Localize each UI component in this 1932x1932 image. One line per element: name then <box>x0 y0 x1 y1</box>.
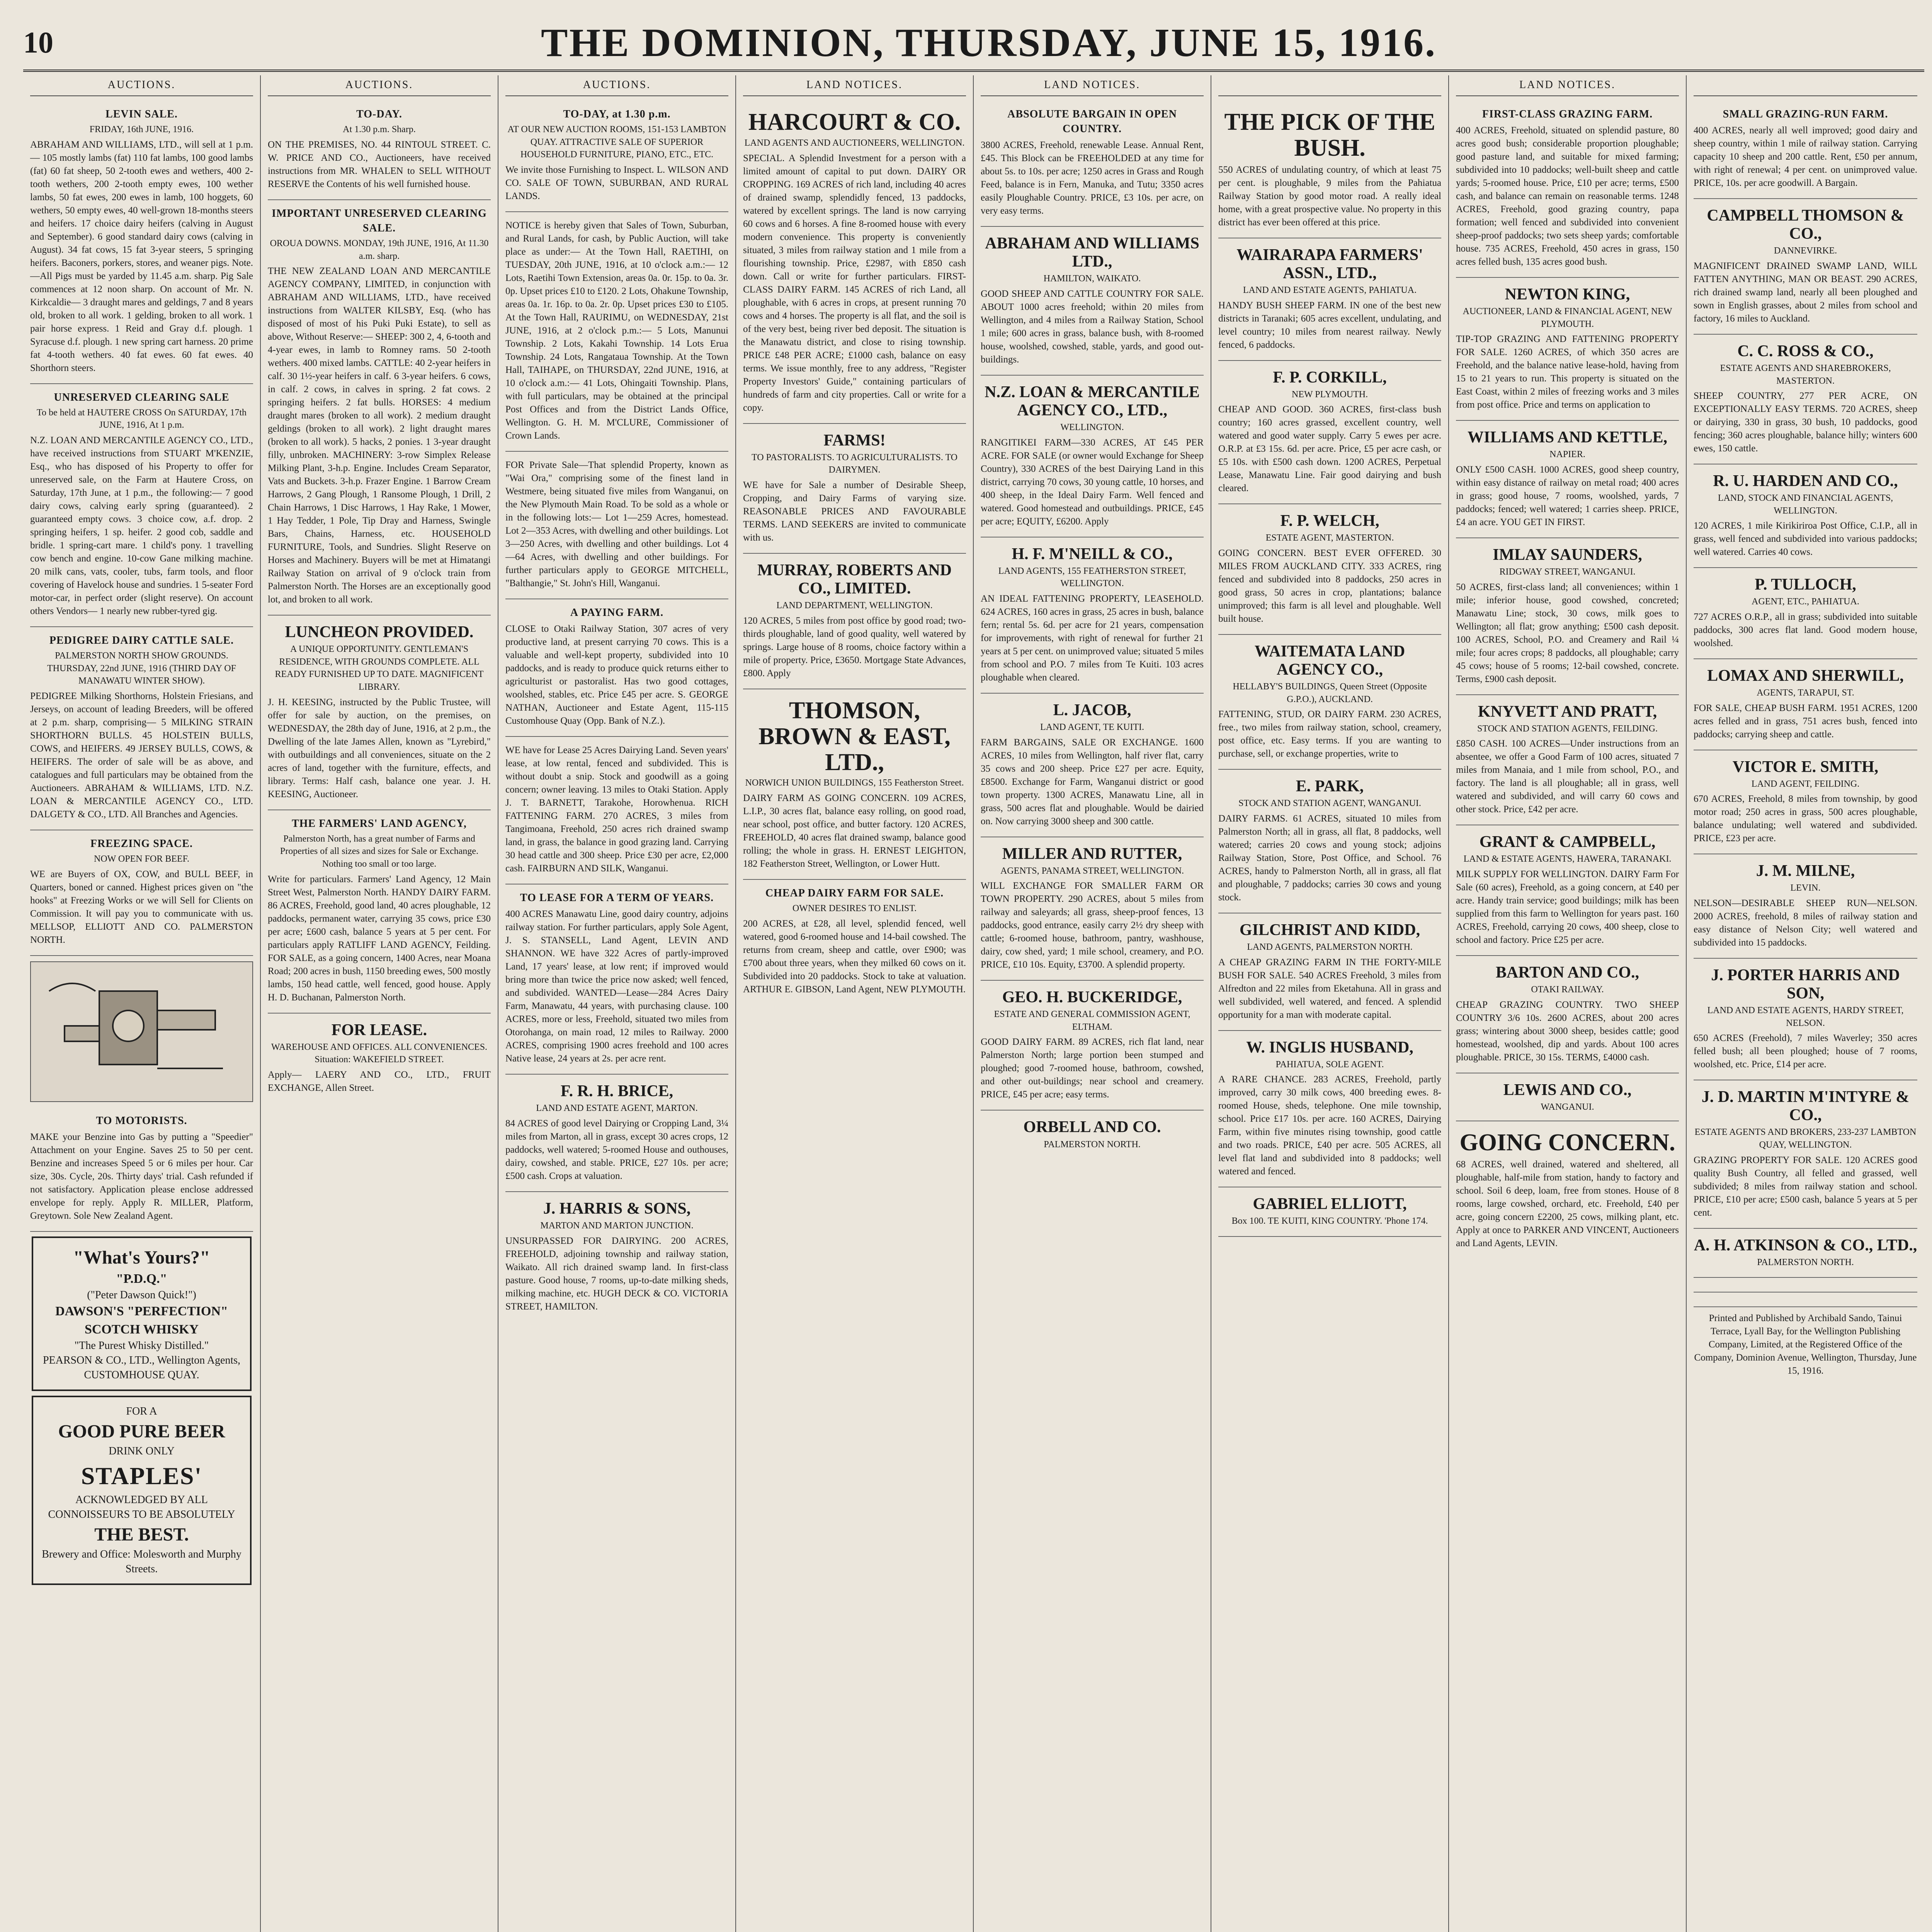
ad-subheading: HAMILTON, WAIKATO. <box>1043 274 1141 284</box>
ad-body: PEDIGREE Milking Shorthorns, Holstein Friesians, and Jerseys, on account of leading Breeders, will be offered at 2 p.m. sharp, comprising— 5 MILKING STRAIN SHORTHORN BULLS. 45 HOLSTEIN BULLS, COWS, and HEIFERS. 49 JERSEY BULLS, COWS, & HEIFERS. The order of sale will be as above, and catalogues and full particulars may be obtained from the Auctioneers. ABRAHAM & WILLIAMS, LTD. N.Z. LOAN & MERCANTILE AGENCY CO., LTD. DALGETY & CO., LTD. All Branches and Agencies. <box>30 691 253 820</box>
ad <box>981 694 1204 837</box>
ad-body: WE have for Sale a number of Desirable Sheep, Cropping, and Dairy Farms of varying size. REASONABLE PRICES AND FAVOURABLE TERMS. LAND SEEKERS are invited to communicate with us. <box>743 480 966 543</box>
ad <box>1456 278 1679 421</box>
ad <box>505 452 728 599</box>
beer-advertisement <box>32 1396 252 1585</box>
whisky-tagline: ("Peter Dawson Quick!") <box>87 1289 196 1301</box>
ad-heading: A PAYING FARM. <box>570 607 664 619</box>
ad <box>981 837 1204 981</box>
beer-address: Brewery and Office: Molesworth and Murphy Streets. <box>42 1548 242 1575</box>
ad <box>1218 504 1441 635</box>
whisky-brand: DAWSON'S "PERFECTION" SCOTCH WHISKY <box>55 1304 228 1337</box>
ad-heading: LEVIN SALE. <box>105 108 178 121</box>
ad <box>30 101 253 384</box>
beer-line-6: THE BEST. <box>94 1524 189 1545</box>
ad-body: J. H. KEESING, instructed by the Public Trustee, will offer for sale by auction, on the premises, on WEDNESDAY, the 28th day of June, 1916, at 2 p.m., the Dwelling of the late James Allen, known as "Lyrebird," with outbuildings and all conveniences, situate on the 2 acres of land, together with the furniture, effects, and library. Terms: Half cash, balance one year. J. H. KEESING, Auctioneer. <box>268 697 491 799</box>
ad-subheading: FRIDAY, 16th JUNE, 1916. <box>89 124 194 135</box>
ad-body: 650 ACRES (Freehold), 7 miles Waverley; 350 acres felled bush; all been ploughed; house of 7 rooms, woolshed, etc. Price, £14 per acre. <box>1694 1033 1917 1070</box>
ad-body: FATTENING, STUD, OR DAIRY FARM. 230 ACRES, free., two miles from railway station, school, creamery, post office, etc. Easy terms. If you are wanting to purchase, sell, or exchange properties, write to <box>1218 709 1441 759</box>
ad-subheading: PALMERSTON NORTH SHOW GROUNDS. THURSDAY, 22nd JUNE, 1916 (THIRD DAY OF MANAWATU WINTER SHOW). <box>47 651 236 686</box>
ad <box>268 1014 491 1103</box>
ad-body: 670 ACRES, Freehold, 8 miles from township, by good motor road; 250 acres in grass, 500 acres ploughable, balance undulating; well watered and subdivided. PRICE, £23 per acre. <box>1694 794 1917 844</box>
ad-subheading: LAND AND ESTATE AGENTS, PAHIATUA. <box>1243 285 1417 296</box>
ad-subheading: RIDGWAY STREET, WANGANUI. <box>1499 567 1636 577</box>
ad-body: MILK SUPPLY FOR WELLINGTON. DAIRY Farm For Sale (60 acres), Freehold, as a going concern, at £40 per acre. Handy train service; good buildings; milk has been supplied from this farm to Wellington for years past. 160 ACRES, Freehold, carrying 20 cows, 400 sheep, close to school and factory. Price £25 per acre. <box>1456 869 1679 946</box>
ad-subheading: HELLABY'S BUILDINGS, Queen Street (Opposite G.P.O.), AUCKLAND. <box>1233 682 1427 704</box>
ad <box>1694 101 1917 199</box>
ad-subheading: LAND AGENTS AND AUCTIONEERS, WELLINGTON. <box>744 138 965 148</box>
ad-subheading: At 1.30 p.m. Sharp. <box>343 124 416 135</box>
page-number: 10 <box>23 26 53 59</box>
ad-heading: TO MOTORISTS. <box>96 1114 187 1127</box>
ad-heading: GEO. H. BUCKERIDGE, <box>1002 988 1182 1007</box>
ad-heading: J. D. MARTIN M'INTYRE & CO., <box>1701 1088 1910 1124</box>
ad-body: ON THE PREMISES, NO. 44 RINTOUL STREET. C. W. PRICE AND CO., Auctioneers, have received instructions from MR. WHALEN to SELL WITHOUT RESERVE the Contents of his well furnished house. <box>268 139 491 189</box>
ad-heading: ORBELL AND CO. <box>1023 1118 1161 1136</box>
ad-subheading: AGENTS, TARAPUI, ST. <box>1757 688 1854 698</box>
ad-body: FARM BARGAINS, SALE OR EXCHANGE. 1600 ACRES, 10 miles from Wellington, half river flat, carry 35 cows and 200 sheep. Price £27 per acre. Equity, £8500. Exchange for Farm, Wanganui district or good town property. 1300 ACRES, Manawatu Line, all in grass, 500 acres flat and ploughable. Would be dairied on. Now carrying 3000 sheep and 300 cattle. <box>981 737 1204 827</box>
ad-heading: LEWIS AND CO., <box>1503 1081 1632 1099</box>
ad <box>1694 659 1917 750</box>
ad-body: 50 ACRES, first-class land; all conveniences; within 1 mile; inferior house, good cowshed, concreted; Manawatu Line; stock, 30 cows, milk goes to Wellington; all flat; grow anything; £500 cash deposit. 100 ACRES, School, P.O. and Creamery and Rail ¼ mile; four acres crops; 8 paddocks, all ploughable; carry 45 cows; house of 5 rooms; 12-bail cowshed, concrete. Terms, £900 cash deposit. <box>1456 582 1679 684</box>
ad-body: GRAZING PROPERTY FOR SALE. 120 ACRES good quality Bush Country, all felled and grassed, well subdivided; 8 miles from railway station and school. PRICE, £10 per acre; £500 cash, balance 5 years at 5 per cent. <box>1694 1155 1917 1218</box>
ad <box>30 627 253 830</box>
ad-subheading: LAND AND ESTATE AGENT, MARTON. <box>536 1103 698 1114</box>
ad-subheading: LAND & ESTATE AGENTS, HAWERA, TARANAKI. <box>1463 854 1672 864</box>
ad-subheading: PALMERSTON NORTH. <box>1757 1257 1854 1267</box>
whisky-slogan: "The Purest Whisky Distilled." <box>74 1339 209 1352</box>
ad-body: WILL EXCHANGE FOR SMALLER FARM OR TOWN PROPERTY. 290 ACRES, about 5 miles from railway and saleyards; all grass, sheep-proof fences, 13 paddocks, good entrance, easily carry 2½ dry sheep with cattle; 6-roomed house, bathroom, pantry, washhouse, dairy, cow shed, yard; 1 mile school, creamery, and P.O. PRICE, £10 10s. Equity, £3700. A splendid property. <box>981 881 1204 970</box>
ad-body: 400 ACRES, nearly all well improved; good dairy and sheep country, within 1 mile of railway station. Carrying capacity 10 sheep and 200 cattle. Rent, £50 per annum, with right of renewal; 4 per cent. on unimproved value. PRICE, 10s. per acre goodwill. A Bargain. <box>1694 125 1917 189</box>
ad-body: 400 ACRES Manawatu Line, good dairy country, adjoins railway station. For further particulars, apply Sole Agent, J. S. STANSELL, Land Agent, LEVIN AND SHANNON. WE have 322 Acres of partly-improved Land, 17 years' lease, at low rent; if improved would bring more than twice the price now asked; well fenced, and subdivided. WANTED—Lease—284 Acres Dairy Farm, Manawatu, 44 years, with purchasing clause. 100 ACRES, more or less, Freehold, situated two miles from Otorohanga, on main road, 12 miles to Railway. 2000 ACRES, comprising 1900 acres freehold and 100 acres Native lease, 24 years at 2s. per acre rent. <box>505 909 728 1064</box>
ad-heading: HARCOURT & CO. <box>748 109 961 136</box>
ad-subheading: AUCTIONEER, LAND & FINANCIAL AGENT, NEW PLYMOUTH. <box>1463 306 1672 329</box>
ad-body: A CHEAP GRAZING FARM IN THE FORTY-MILE BUSH FOR SALE. 540 ACRES Freehold, 3 miles from Alfredton and 22 miles from Eketahuna. All in grass and well subdivided, well watered, and fenced. A splendid opportunity for a man with moderate capital. <box>1218 957 1441 1020</box>
ad-subheading: ESTATE AND GENERAL COMMISSION AGENT, ELTHAM. <box>994 1009 1190 1032</box>
ad-body: CHEAP AND GOOD. 360 ACRES, first-class bush country; 160 acres grassed, excellent country, well watered and good water supply. Carry 5 ewes per acre. O.R.P. at £3 15s. 6d. per acre. Price, £5 per acre cash, or £5 10s. with £500 cash down. 1200 ACRES, Perpetual Lease, Manawatu Line. Fair good dairying and bush cleared. <box>1218 404 1441 494</box>
ad-body: GOOD SHEEP AND CATTLE COUNTRY FOR SALE. ABOUT 1000 acres freehold; within 20 miles from Wellington, and 4 miles from a Railway Station, School 1 mile; 600 acres in grass, balance bush, with 8-roomed house, woolshed, cowshed, stable, yards, and good out-buildings. <box>981 288 1204 365</box>
ad-heading: THOMSON, BROWN & EAST, LTD., <box>759 697 951 776</box>
ad-subheading: NORWICH UNION BUILDINGS, 155 Featherston Street. <box>745 778 964 788</box>
beer-line-2: GOOD PURE BEER <box>58 1421 225 1442</box>
ad-body: Apply— LAERY AND CO., LTD., FRUIT EXCHANGE, Allen Street. <box>268 1069 491 1093</box>
ad-heading: J. PORTER HARRIS AND SON, <box>1711 966 1900 1003</box>
column-heading: LAND NOTICES. <box>981 75 1204 96</box>
ad-heading: IMLAY SAUNDERS, <box>1493 546 1642 564</box>
ad-body: 120 ACRES, 1 mile Kirikiriroa Post Office, C.I.P., all in grass, well fenced and subdivided into various paddocks; well watered. Carries 40 cows. <box>1694 520 1917 558</box>
ad-subheading: TO PASTORALISTS. TO AGRICULTURALISTS. TO DAIRYMEN. <box>751 452 957 475</box>
ad-heading: GABRIEL ELLIOTT, <box>1253 1195 1407 1213</box>
ad-body: WE are Buyers of OX, COW, and BULL BEEF, in Quarters, boned or canned. Highest prices given on "the hooks" at Freezing Works or we will Sell for Clients on Commission. It will pay you to communicate with us. MELLSOP, ELLIOTT AND CO. PALMERSTON NORTH. <box>30 869 253 945</box>
ad-subheading: ESTATE AGENT, MASTERTON. <box>1265 533 1394 543</box>
carburettor-icon <box>41 968 242 1095</box>
ad-body: N.Z. LOAN AND MERCANTILE AGENCY CO., LTD., have received instructions from STUART M'KENZIE, Esq., who has disposed of his Property to offer for unreserved sale, on the Farm at Hautere Cross, on Saturday, 17th June, at 1 p.m., the following:— 7 good dairy cows, calving early spring (guaranteed). 2 guaranteed empty cows. 3 choice cow, a.f. drop. 2 springing heifers, 1 sp. heifer. 2 good cob, saddle and bridle. 1 spring-cart mare. 1 child's pony. 1 travelling cow bench and engine. 10-cow Gane milking machine. 20 milk cans, vats, cooler, tubs, farm tools, and floor covering of Havelock house and sundries. 1 5-seater Ford motor-car, in perfect order (slight reserve). On account others Vendors— 1 nearly new rubber-tyred gig. <box>30 435 253 617</box>
ad-heading: L. JACOB, <box>1053 701 1131 719</box>
ad-body: GOOD DAIRY FARM. 89 ACRES, rich flat land, near Palmerston North; large portion been stumped and ploughed; good 7-roomed house, bathroom, cowshed, and other out-buildings; near school and creamery. PRICE, £45 per acre; easy terms. <box>981 1037 1204 1100</box>
ad-heading: UNRESERVED CLEARING SALE <box>54 391 230 403</box>
column-heading <box>1694 75 1917 96</box>
ad-heading: CHEAP DAIRY FARM FOR SALE. <box>765 887 944 900</box>
ad-subheading: Box 100. TE KUITI, KING COUNTRY. 'Phone 174. <box>1231 1216 1428 1226</box>
whisky-brand-short: "P.D.Q." <box>116 1272 167 1286</box>
ad <box>1456 1121 1679 1259</box>
ad-heading: BARTON AND CO., <box>1495 964 1639 982</box>
column-5 <box>974 75 1211 1932</box>
ad-body: NELSON—DESIRABLE SHEEP RUN—NELSON. 2000 ACRES, freehold, 8 miles of railway station and easy distance of Nelson City; well watered and subdivided into 15 paddocks. <box>1694 898 1917 948</box>
ad-subheading: OTAKI RAILWAY. <box>1531 985 1604 995</box>
ad-heading: KNYVETT AND PRATT, <box>1478 702 1657 721</box>
ad-body: 200 ACRES, at £28, all level, splendid fenced, well watered, good 6-roomed house and 14-bail cowshed. The returns from cream, sheep and cattle, over £900; was £700 about three years, when they milked 60 cows on it. Subdivided into 20 paddocks. Stock to take at valuation. ARTHUR E. GIBSON, Land Agent, NEW PLYMOUTH. <box>743 918 966 995</box>
ad-heading: P. TULLOCH, <box>1755 576 1856 594</box>
ad <box>743 880 966 1005</box>
beer-brand: STAPLES' <box>81 1462 202 1490</box>
ad-subheading: STOCK AND STATION AGENTS, FEILDING. <box>1477 723 1658 734</box>
ad-heading: SMALL GRAZING-RUN FARM. <box>1723 108 1888 121</box>
ad <box>981 101 1204 227</box>
printer-imprint: Printed and Published by Archibald Sando, Tainui Terrace, Lyall Bay, for the Wellington Publishing Company, Limited, at the Registered Office of the Company, Dominion Avenue, Wellington, Thursday, June 15, 1916. <box>1694 1313 1917 1376</box>
ad-body: TIP-TOP GRAZING AND FATTENING PROPERTY FOR SALE. 1260 ACRES, of which 350 acres are Freehold, and the balance native lease-hold, having from 15 to 21 years to run. This property is situated on the East Coast, within 2 miles of freezing works and 3 miles from post office. Price and terms on application to <box>1456 334 1679 410</box>
ad <box>1694 1229 1917 1278</box>
ad-body: MAGNIFICENT DRAINED SWAMP LAND, WILL FATTEN ANYTHING, MAN OR BEAST. 290 ACRES, rich drained swamp land, nearly all been ploughed and sown in English grasses, about 2 miles from school and factory, 16 miles to Auckland. <box>1694 260 1917 324</box>
ad-subheading: LAND AND ESTATE AGENTS, HARDY STREET, NELSON. <box>1707 1005 1904 1028</box>
ad-heading: NEWTON KING, <box>1505 286 1630 304</box>
ad-heading: H. F. M'NEILL & CO., <box>1012 545 1173 563</box>
ad-heading: WAIRARAPA FARMERS' ASSN., LTD., <box>1236 246 1423 282</box>
column-2 <box>261 75 498 1932</box>
ad-subheading: OWNER DESIRES TO ENLIST. <box>792 903 917 914</box>
ad-subheading: ESTATE AGENTS AND BROKERS, 233-237 LAMBTON QUAY, WELLINGTON. <box>1694 1127 1917 1150</box>
ad <box>1694 854 1917 959</box>
ad <box>505 212 728 452</box>
ad-heading: R. U. HARDEN AND CO., <box>1713 472 1898 490</box>
ad-body: AN IDEAL FATTENING PROPERTY, LEASEHOLD. 624 ACRES, 160 acres in grass, 25 acres in bush, balance fern; rental 5s. 6d. per acre for 21 years, compensation for improvements, with right of renewal for further 21 years at 5 per cent. on unimproved value; situated 5 miles from school and P.O. 7 miles from Te Kuiti. 103 acres ploughable when cleared. <box>981 593 1204 683</box>
beer-line-5: ACKNOWLEDGED BY ALL CONNOISSEURS TO BE ABSOLUTELY <box>48 1493 235 1520</box>
ad-body: THE NEW ZEALAND LOAN AND MERCANTILE AGENCY COMPANY, LIMITED, in conjunction with ABRAHAM AND WILLIAMS, LTD., have received instructions from WALTER KILSBY, Esq. (who has disposed of most of his Puki Puki Estate), to sell as above, Without Reserve:— SHEEP: 300 2, 4, 6-tooth and 4-year ewes, in lamb to Romney rams. 50 2-tooth wethers. 400 mixed lambs. CATTLE: 40 2-year heifers in calf. 30 1½-year heifers in calf. 6 3-year heifers. 6 cows, in calf. 2 cows, in calves in spring. 2 fat cows. 2 springing heifers. 2 fat bulls. HORSES: 4 medium draught mares (broken to all work). 2 medium draught geldings (broken to all work). 2 light draught mares (broken to all work). 5 hacks, 2 ponies. 1 3-year draught filly, unbroken. MACHINERY: 3-row Simplex Release Milking Plant, 3-h.p. Engine. Includes Cream Separator, Vats and Buckets. 3-h.p. Frazer Engine. 1 Barrow Cream Harrows, 2 Gang Plough, 1 Ransome Plough, 1 Drill, 2 Chain Harrows, 1 Disc Harrows, 1 Hay Rake, 1 Mower, 1 Hay Tedder, 1 Pole, Tip Dray and Harness, Swingle Bars, Chains, Harness, etc. HOUSEHOLD FURNITURE, Tools, and Sundries. Slight Reserve on Horses and Machinery. Buyers will be met at Himatangi Railway Station on arrival of 9 o'clock train from Palmerston North. The Horses are an exceptionally good lot, and broken to all work. <box>268 266 491 605</box>
column-heading: LAND NOTICES. <box>1456 75 1679 96</box>
ad-heading: IMPORTANT UNRESERVED CLEARING SALE. <box>272 207 487 234</box>
ad <box>981 227 1204 376</box>
ad-subheading: LAND AGENTS, PALMERSTON NORTH. <box>1247 942 1413 952</box>
ad-subheading: PALMERSTON NORTH. <box>1044 1139 1141 1150</box>
ad-subheading: LEVIN. <box>1790 883 1821 893</box>
ad <box>30 1107 253 1232</box>
ad-subheading: WAREHOUSE AND OFFICES. ALL CONVENIENCES. Situation: WAKEFIELD STREET. <box>271 1042 488 1065</box>
beer-line-1: FOR A <box>126 1405 157 1418</box>
ad-body: CLOSE to Otaki Railway Station, 307 acres of very productive land, at present carrying 70 cows. This is a valuable and well-kept property, subdivided into 10 paddocks, and is ready to produce quick returns either to agriculturist or pastoralist. Has two good cottages, woolshed, stables, etc. Price £45 per acre. S. GEORGE NATHAN, Auctioneer and Estate Agent, 115-115 Customhouse Quay (Opp. Bank of N.Z.). <box>505 624 728 726</box>
ad <box>1218 238 1441 361</box>
ad <box>981 376 1204 537</box>
ad-subheading: LAND DEPARTMENT, WELLINGTON. <box>776 600 933 611</box>
ad-subheading: A UNIQUE OPPORTUNITY. GENTLEMAN'S RESIDENCE, WITH GROUNDS COMPLETE. ALL READY FURNISHED UP TO DATE. MAGNIFICENT LIBRARY. <box>275 644 484 692</box>
ad <box>1694 568 1917 659</box>
ad-body: 400 ACRES, Freehold, situated on splendid pasture, 80 acres good bush; considerable proportion ploughable; good pasture land, and suitable for mixed farming; subdivided into 10 paddocks; well-built sheep and cattle yards; 5-roomed house. Price, £10 per acre; terms, £500 cash, and balance can remain on reasonable terms. 1248 ACRES, Freehold, good grazing country, papa formation; well fenced and subdivided into convenient sheep-proof paddocks; two sets sheep yards; comfortable house. 735 ACRES, Freehold, 450 acres in grass, 150 acres felled bush, 135 acres good bush. <box>1456 125 1679 267</box>
ad-heading: ABRAHAM AND WILLIAMS LTD., <box>985 235 1199 271</box>
ad <box>1694 959 1917 1080</box>
ad-body: NOTICE is hereby given that Sales of Town, Suburban, and Rural Lands, for cash, by Public Auction, will take place as under:— At the Town Hall, RAETIHI, on TUESDAY, 20th JUNE, 1916, at 10 o'clock a.m.:— 12 Lots, Raetihi Town Extension, areas 0a. 0r. 15p. to 0a. 3r. 0p. Upset prices £10 to £120. 2 Lots, Ohakune Township, areas 0a. 1r. 16p. to 0a. 2r. 0p. Upset prices £30 to £105. At the Town Hall, RAURIMU, on WEDNESDAY, 21st JUNE, 1916, at 2 o'clock p.m.:— 5 Lots, Manunui Township. 2 Lots, Kakahi Township. 14 Lots Erua Township. 24 Lots, Rangataua Township. At the Town Hall, TAIHAPE, on THURSDAY, 22nd JUNE, 1916, at 10 o'clock a.m.:— 41 Lots, Ohingaiti Township. Plans, with full particulars, may be obtained at the principal Post Offices and from the District Lands Office, Wellington. G. H. M. M'CLURE, Commissioner of Crown Lands. <box>505 220 728 441</box>
ad-heading: F. R. H. BRICE, <box>560 1082 673 1100</box>
whisky-agents: PEARSON & CO., LTD., Wellington Agents, CUSTOMHOUSE QUAY. <box>43 1354 241 1381</box>
ad <box>505 884 728 1075</box>
ad <box>1694 1293 1917 1307</box>
ad <box>743 424 966 554</box>
ad <box>1694 1278 1917 1293</box>
ad-subheading: NOW OPEN FOR BEEF. <box>94 854 189 864</box>
ad <box>1218 1031 1441 1188</box>
ad-body: FOR SALE, CHEAP BUSH FARM. 1951 ACRES, 1200 acres felled and in grass, 751 acres bush, fenced into paddocks; carrying sheep and cattle. <box>1694 702 1917 740</box>
ad-body: RANGITIKEI FARM—330 ACRES, AT £45 PER ACRE. FOR SALE (or owner would Exchange for Sheep Country), 330 ACRES of the best Dairying Land in this district, carrying 70 cows, 30 young cattle, 10 horses, and 400 sheep, in the Ideal Dairy Farm. Well fenced and watered. Good homestead and outbuildings. PRICE, £45 per acre; EQUITY, £6200. Apply <box>981 437 1204 527</box>
ad-subheading: MARTON AND MARTON JUNCTION. <box>540 1220 694 1231</box>
ad-subheading: OROUA DOWNS. MONDAY, 19th JUNE, 1916, At 11.30 a.m. sharp. <box>270 238 489 261</box>
whisky-advertisement <box>32 1236 252 1391</box>
ad-subheading: AGENT, ETC., PAHIATUA. <box>1752 597 1859 607</box>
masthead <box>23 15 1924 72</box>
ad-subheading: Palmerston North, has a great number of Farms and Properties of all sizes and sizes for Sale or Exchange. Nothing too small or too large. <box>280 833 479 869</box>
ad-subheading: WELLINGTON. <box>1060 422 1124 432</box>
ad-heading: F. P. CORKILL, <box>1273 368 1387 386</box>
ad-heading: TO LEASE FOR A TERM OF YEARS. <box>520 892 714 904</box>
ad-heading: TO-DAY. <box>356 108 402 121</box>
ad <box>1456 695 1679 826</box>
ad-body: 68 ACRES, well drained, watered and sheltered, all ploughable, half-mile from station, handy to factory and school. Soil 6 deep, loam, free from stones. House of 8 rooms, large cowshed, orchard, etc. Freehold, £40 per acre, going concern £2200, 25 cows, milking plant, etc. Apply at once to PARKER AND VINCENT, Auctioneers and Land Agents, LEVIN. <box>1456 1159 1679 1249</box>
ad-subheading: LAND AGENT, FEILDING. <box>1751 779 1860 789</box>
ad <box>1218 635 1441 770</box>
ad-heading: GILCHRIST AND KIDD, <box>1239 921 1420 939</box>
ad-subheading: AGENTS, PANAMA STREET, WELLINGTON. <box>1000 866 1184 876</box>
ad-body: DAIRY FARMS. 61 ACRES, situated 10 miles from Palmerston North; all in grass, all flat, 8 paddocks, well watered; carries 20 cows and young stock; adjoins Railway Station, Store, Post Office, and School. 76 ACRES, handy to Palmerston North, all in grass, all flat and ploughable, 7 paddocks; carries 30 cows and young stock. <box>1218 813 1441 903</box>
ad-body: A RARE CHANCE. 283 ACRES, Freehold, partly improved, carry 30 milk cows, 400 breeding ewes. 8-roomed House, sheds, telephone. One mile township, school. Price £17 10s. per acre. 160 ACRES, Dairying Farm, within five minutes rising township, good cattle and two roads. PRICE, £40 per acre. 505 ACRES, all level flat land and subdivided into 8 paddocks; well watered and fenced. <box>1218 1074 1441 1177</box>
ad-heading: LOMAX AND SHERWILL, <box>1707 667 1904 685</box>
ad <box>981 537 1204 694</box>
ad-body: CHEAP GRAZING COUNTRY. TWO SHEEP COUNTRY 3/6 10s. 2600 ACRES, about 200 acres grass; wintering about 3000 sheep, besides cattle; good homestead, woolshed, dip and yards. About 100 acres ploughable. PRICE, 30 15s. TERMS, £4000 cash. <box>1456 999 1679 1063</box>
ad-heading: THE FARMERS' LAND AGENCY, <box>292 817 467 830</box>
ad <box>268 616 491 810</box>
column-3 <box>498 75 736 1932</box>
ad <box>268 810 491 1014</box>
ad-body: 727 ACRES O.R.P., all in grass; subdivided into suitable paddocks, 300 acres flat land. Good modern house, woolshed. <box>1694 612 1917 649</box>
ad-heading: W. INGLIS HUSBAND, <box>1246 1038 1413 1056</box>
ad <box>268 101 491 200</box>
ad-subheading: PAHIATUA, SOLE AGENT. <box>1276 1059 1384 1070</box>
ad-body: We invite those Furnishing to Inspect. L. WILSON AND CO. SALE OF TOWN, SUBURBAN, AND RURAL LANDS. <box>505 165 728 202</box>
ad-heading: THE PICK OF THE BUSH. <box>1224 109 1435 162</box>
ad-body: HANDY BUSH SHEEP FARM. IN one of the best new districts in Taranaki; 605 acres excellent, undulating, and level country; 10 miles from nearest railway. Newly fenced, 6 paddocks. <box>1218 300 1441 350</box>
ad-body: UNSURPASSED FOR DAIRYING. 200 ACRES, FREEHOLD, adjoining township and railway station, Waikato. All rich drained swamp land. In first-class pasture. Good house, 7 rooms, up-to-date milking sheds, milking machine, etc. HUGH DECK & CO. VICTORIA STREET, HAMILTON. <box>505 1235 728 1312</box>
ad-body: 120 ACRES, 5 miles from post office by good road; two-thirds ploughable, land of good quality, well watered by springs. Large house of 8 rooms, choice factory within a mile of property. Price, £3650. Mortgage State Advances, £800. Apply <box>743 615 966 679</box>
ad <box>1694 1080 1917 1228</box>
ad <box>1218 361 1441 505</box>
ad-subheading: NEW PLYMOUTH. <box>1291 389 1368 400</box>
column-heading <box>1218 75 1441 96</box>
ad <box>505 101 728 212</box>
ad-heading: PEDIGREE DAIRY CATTLE SALE. <box>49 634 234 647</box>
column-1 <box>23 75 261 1932</box>
ad <box>505 1192 728 1322</box>
ad-subheading: LAND AGENTS, 155 FEATHERSTON STREET, WELLINGTON. <box>998 566 1186 589</box>
ad-heading: WILLIAMS AND KETTLE, <box>1468 429 1667 447</box>
ad <box>981 981 1204 1111</box>
ad-subheading: DANNEVIRKE. <box>1774 246 1837 256</box>
ad <box>505 737 728 884</box>
ad-heading: FARMS! <box>823 431 886 449</box>
beer-line-3: DRINK ONLY <box>109 1445 175 1458</box>
ad-heading: CAMPBELL THOMSON & CO., <box>1707 207 1904 243</box>
ad <box>30 830 253 956</box>
ad <box>1218 1237 1441 1251</box>
ad-body: SPECIAL. A Splendid Investment for a person with a limited amount of capital to put down. DAIRY OR CROPPING. 169 ACRES of rich land, including 40 acres of drained swamp, splendidly fenced, 13 paddocks, watered by excellent springs. The land is now carrying 60 cows and 6 horses. A fine 8-roomed house with every modern convenience. This property is conveniently situated, 3 miles from railway station and 1 mile from a flourishing township. Price, £2987, with £850 cash down. Call or write for further particulars. FIRST-CLASS DAIRY FARM. 145 ACRES of rich Land, all ploughable, with 6 acres in crops, at present running 70 cows and 4 horses. The property is all flat, and the soil is of the very best, being river bed deposit. The situation is the Manawatu district, and close to rising township. PRICE £48 PER ACRE; £1000 cash, balance on easy terms. We issue monthly, free to any address, "Register Property Investors' Guide," containing particulars of hundreds of farm and city properties. Call or write for a copy. <box>743 153 966 413</box>
ad-body: 550 ACRES of undulating country, of which at least 75 per cent. is ploughable, 9 miles from the Pahiatua Railway Station by good motor road. A really ideal home, with a great prospective value. No property in this district has ever been offered at this price. <box>1218 164 1441 228</box>
ad <box>1694 464 1917 568</box>
ad <box>1694 750 1917 855</box>
ad-heading: J. M. MILNE, <box>1756 862 1855 880</box>
ad <box>981 1111 1204 1158</box>
ad <box>1456 421 1679 538</box>
ad-subheading: ESTATE AGENTS AND SHAREBROKERS, MASTERTON. <box>1720 363 1891 386</box>
ad-body: MAKE your Benzine into Gas by putting a "Speedier" Attachment on your Engine. Saves 25 to 50 per cent. Benzine and increases Speed 5 or 6 miles per hour. Car size, 30s. Cycle, 20s. Thirty days' trial. Cash refunded if not satisfactory. Application please enclose addressed envelope for reply. Apply R. MILLER, Platform, Greytown. Sole New Zealand Agent. <box>30 1131 253 1221</box>
ad-heading: N.Z. LOAN & MERCANTILE AGENCY CO., LTD., <box>985 383 1200 419</box>
columns <box>23 75 1924 1932</box>
ad-body: WE have for Lease 25 Acres Dairying Land. Seven years' lease, at low rental, fenced and subdivided. This is without doubt a snip. Stock and goodwill as a going concern; owner leaving. 13 miles to Otaki Station. Apply J. T. BARNETT, Tarakohe, Horowhenua. RICH FATTENING FARM. 270 ACRES, 3 miles from Tangimoana, Freehold, 250 acres rich drained swamp land, in grass, the balance in good grazing land. Carrying 30 head cattle and 300 sheep. Price £30 per acre, £2,000 cash. FAIRBURN AND SILK, Wanganui. <box>505 745 728 874</box>
ad-heading: LUNCHEON PROVIDED. <box>285 623 474 641</box>
ad <box>1694 199 1917 335</box>
speedier-attachment-illustration <box>30 961 253 1102</box>
ad <box>1218 1187 1441 1237</box>
ad <box>505 1075 728 1192</box>
ad-body: 3800 ACRES, Freehold, renewable Lease. Annual Rent, £45. This Block can be FREEHOLDED at any time for about 5s. to 10s. per acre; 1250 acres in Grass and Rough Feed, balance is in Fern, Manuka, and Tutu; 3350 acres easily Ploughable Country. PRICE, £3 10s. per acre, on very easy terms. <box>981 140 1204 216</box>
ad-heading: FREEZING SPACE. <box>90 838 193 850</box>
ad-subheading: To be held at HAUTERE CROSS On SATURDAY, 17th JUNE, 1916, At 1 p.m. <box>36 407 247 430</box>
ad <box>1456 101 1679 278</box>
ad-body: GOING CONCERN. BEST EVER OFFERED. 30 MILES FROM AUCKLAND CITY. 333 ACRES, ring fenced and subdivided into 8 paddocks, 250 acres in good grass, 50 acres in crop, plantations; balance unimproved; this farm is all level and ploughable. Well built house. <box>1218 548 1441 624</box>
column-4 <box>736 75 974 1932</box>
ad <box>30 384 253 627</box>
ad <box>1694 335 1917 464</box>
ad-heading: WAITEMATA LAND AGENCY CO., <box>1254 642 1405 679</box>
ad <box>268 200 491 616</box>
column-heading: LAND NOTICES. <box>743 75 966 96</box>
ad <box>1456 1073 1679 1122</box>
ad <box>505 599 728 737</box>
ad-heading: F. P. WELCH, <box>1280 512 1379 530</box>
column-6 <box>1211 75 1449 1932</box>
ad <box>1218 913 1441 1031</box>
ad-body: £850 CASH. 100 ACRES—Under instructions from an absentee, we offer a Good Farm of 100 acres, situated 7 miles from Manaia, and 1 mile from school, P.O., and factory. The land is all ploughable; all in grass, well watered and subdivided, and will carry 60 cows and other stock. Price, £42 per acre. <box>1456 738 1679 815</box>
column-heading: AUCTIONS. <box>30 75 253 96</box>
ad-subheading: STOCK AND STATION AGENT, WANGANUI. <box>1238 798 1421 809</box>
ad <box>743 101 966 424</box>
ad-heading: MILLER AND RUTTER, <box>1002 845 1182 863</box>
ad-heading: VICTOR E. SMITH, <box>1732 758 1879 776</box>
ad-body: 84 ACRES of good level Dairying or Cropping Land, 3¼ miles from Marton, all in grass, except 30 acres crops, 12 paddocks, well watered; 5-roomed House and outhouses, dairy, cowshed, and stable. PRICE, £27 10s. per acre; £500 cash. Crops at valuation. <box>505 1118 728 1181</box>
ad <box>1456 538 1679 695</box>
ad-subheading: WANGANUI. <box>1541 1102 1594 1112</box>
column-heading: AUCTIONS. <box>505 75 728 96</box>
whisky-headline: "What's Yours?" <box>73 1247 210 1268</box>
ad <box>1456 825 1679 956</box>
ad-heading: FIRST-CLASS GRAZING FARM. <box>1482 108 1653 121</box>
column-7 <box>1449 75 1687 1932</box>
ad-heading: E. PARK, <box>1296 777 1364 796</box>
ad-subheading: AT OUR NEW AUCTION ROOMS, 151-153 LAMBTON QUAY. ATTRACTIVE SALE OF SUPERIOR HOUSEHOLD FURNITURE, PIANO, ETC., ETC. <box>507 124 726 160</box>
ad-heading: GOING CONCERN. <box>1459 1129 1675 1156</box>
ad-heading: A. H. ATKINSON & CO., LTD., <box>1694 1236 1917 1254</box>
ad-body: ABRAHAM AND WILLIAMS, LTD., will sell at 1 p.m.— 105 mostly lambs (fat) 110 fat lambs, 100 good lambs (fat) 60 fat sheep, 50 2-tooth ewes and wethers, 400 2-tooth wethers, 200 2-tooth empty ewes, 100 wether lambs, 50 fat ewes, 200 ewes in lamb, 100 hoggets, 60 wethers, 50 empty ewes, 40 well-grown 18-months steers and heifers. 17 choice dairy heifers (calving in August and September). 6 good standard dairy cows (calving in August). 34 fat cows, 15 fat 3-year steers, 5 springing heifers. Baconers, porkers, stores, and weaner pigs. Note.—All Pigs must be yarded by 11.45 a.m. sharp. Pig Sale commences at 12 noon sharp. On account of Mr. N. Kirkcaldie— 3 draught mares and geldings, 7 and 8 years old, broken to all work. 1 gelding, broken to all work. 1 pair horse express. 1 Reid and Gray d.f. plough. 1 Syracuse d.f. plough. 1 new spring cart harness. 20 prime fat 4-tooth wethers. 40 fat ewes. 60 fat ewes. 40 Shorthorn steers. <box>30 139 253 373</box>
ad <box>1218 101 1441 238</box>
ad-body: Write for particulars. Farmers' Land Agency, 12 Main Street West, Palmerston North. HANDY DAIRY FARM. 86 ACRES, Freehold, good land, 40 acres ploughable, 12 paddocks, permanent water, carrying 35 cows, price £30 per acre; £600 cash, balance 5 years at 5 per cent. For particulars apply RATLIFF LAND AGENCY, Feilding. FOR SALE, as a going concern, 1400 Acres, near Moana Road; 200 acres in bush, 1150 breeding ewes, 500 mostly lambs, 150 head cattle, well fenced, good house. Apply H. D. Buchanan, Palmerston North. <box>268 874 491 1003</box>
ad-heading: FOR LEASE. <box>331 1021 427 1039</box>
ad-subheading: LAND, STOCK AND FINANCIAL AGENTS, WELLINGTON. <box>1718 493 1893 516</box>
ad-heading: ABSOLUTE BARGAIN IN OPEN COUNTRY. <box>1007 108 1177 135</box>
column-heading: AUCTIONS. <box>268 75 491 96</box>
ad <box>743 554 966 689</box>
ad-heading: TO-DAY, at 1.30 p.m. <box>563 108 671 121</box>
column-8 <box>1687 75 1924 1932</box>
ad-subheading: LAND AGENT, TE KUITI. <box>1040 722 1145 732</box>
ad <box>1218 770 1441 913</box>
ad-body: DAIRY FARM AS GOING CONCERN. 109 ACRES, L.I.P., 30 acres flat, balance easy rolling, on good road, near school, post office, and butter factory. 120 ACRES, FREEHOLD, 40 acres flat drained swamp, balance good rolling; the whole in grass. H. ERNEST LEIGHTON, 182 Featherston Street, Wellington, or Lower Hutt. <box>743 793 966 869</box>
ad-subheading: NAPIER. <box>1549 449 1585 460</box>
ad-body: SHEEP COUNTRY, 277 PER ACRE, ON EXCEPTIONALLY EASY TERMS. 720 ACRES, sheep or dairying, 330 in grass, 30 bush, 10 paddocks, good fencing; 360 acres ploughable, balance hilly; winters 600 ewes, 150 cattle. <box>1694 391 1917 454</box>
ad-body: ONLY £500 CASH. 1000 ACRES, good sheep country, within easy distance of railway on metal road; 400 acres in grass; good house, 7 rooms, woolshed, yards, 7 paddocks; fenced; well watered; 1 carries sheep. PRICE, £4 an acre. YOU GET IN FIRST. <box>1456 464 1679 528</box>
ad-heading: J. HARRIS & SONS, <box>543 1199 691 1218</box>
ad <box>743 689 966 880</box>
paper-title: THE DOMINION, THURSDAY, JUNE 15, 1916. <box>541 20 1437 65</box>
ad-heading: C. C. ROSS & CO., <box>1737 342 1874 360</box>
ad-heading: GRANT & CAMPBELL, <box>1479 833 1656 851</box>
ad <box>1456 956 1679 1073</box>
ad-body: FOR Private Sale—That splendid Property, known as "Wai Ora," comprising some of the finest land in Westmere, being situated five miles from Wanganui, on the New Plymouth Main Road. To be sold as a whole or in the following lots:— Lot 1—259 Acres, homestead. Lot 2—353 Acres, with dwelling and other buildings. Lot 3—250 Acres, with dwelling and other buildings. Lot 4—64 Acres, with dwelling and other buildings. For further particulars apply to GEORGE MITCHELL, "Balthangie," St. John's Hill, Wanganui. <box>505 460 728 589</box>
ad-heading: MURRAY, ROBERTS AND CO., LIMITED. <box>757 561 952 597</box>
